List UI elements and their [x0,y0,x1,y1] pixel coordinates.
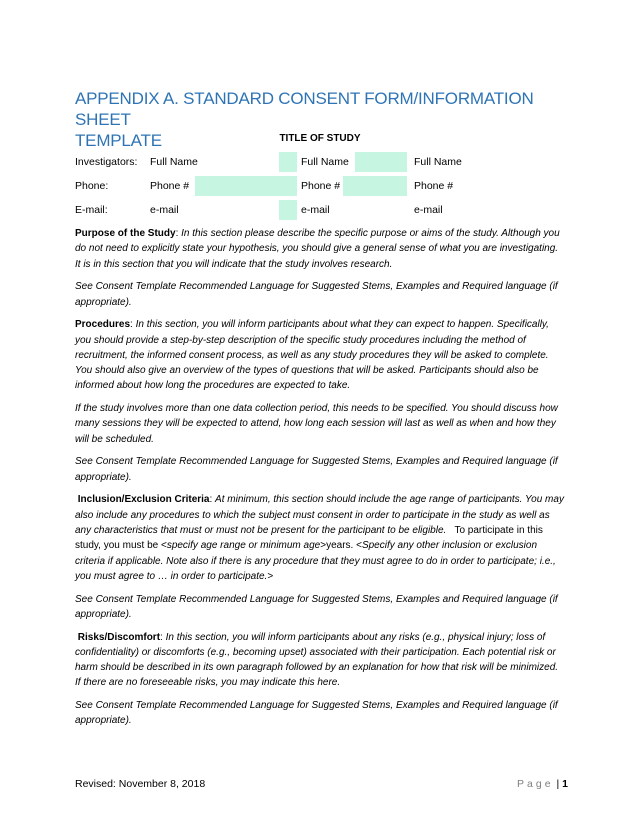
phone-row [75,176,575,196]
see-template-text: See Consent Template Recommended Language for Suggested Stems, Examples and Required language (if appropriate). [75,700,558,727]
procedures-text: In this section, you will inform participants about what they can expect to happen. Specifically, you should provide a step-by-step description of the specific study procedures including the method of recruitment, the informed consent process, as well as any study procedures they will be asked to complete. You should also give an overview of the types of questions that will be asked. Participants should also be informed about how long the procedures are expected to take. [75,319,549,392]
risks-paragraph: Risks/Discomfort: In this section, you will inform participants about any risks (e.g., physical injury; loss of confidentiality) or discomforts (e.g., becoming upset) associated with their participation. Each potential risk or harm should be described in its own paragraph followed by an explanation for how that risk will be minimized. If there are no foreseeable risks, you may indicate this here. [75,631,559,689]
inclusion-plain-3: > [267,570,274,582]
purpose-text: In this section please describe the specific purpose or aims of the study. Although you do not need to explicitly state your hypothesis, you should give a general sense of what you are investigating. It is in this section that you will indicate that the study involves research. [75,228,560,270]
phone-1: Phone # [150,180,190,192]
email-label: E-mail: [75,204,108,216]
phone-2: Phone # [301,180,341,192]
investigators-label: Investigators: [75,156,138,168]
see-template-note [75,698,565,729]
procedures-label: Procedures [75,319,131,331]
phone-label: Phone: [75,180,109,192]
title-line-1: APPENDIX A. STANDARD CONSENT FORM/INFORMATION SHEET [75,89,534,129]
page-number: 1 [562,778,568,790]
title-line-2: TEMPLATE [75,131,162,150]
inclusion-italic-2: Specify any other inclusion or exclusion criteria if applicable. Note also if there is any procedure that they must agree to do in order to participate; i.e., you must agree to … in order to participate. [75,540,556,582]
document-body [75,226,565,736]
see-template-note [75,279,565,310]
email-row [75,200,575,220]
see-template-text: See Consent Template Recommended Language for Suggested Stems, Examples and Required language (if appropriate). [75,281,558,308]
see-template-text: See Consent Template Recommended Language for Suggested Stems, Examples and Required language (if appropriate). [75,593,558,620]
purpose-paragraph: Purpose of the Study: In this section please describe the specific purpose or aims of the study. Although you do not need to explicitly state your hypothesis, you should give a general sense of what you are investigating. It is in this section that you will indicate that the study involves research. [75,228,560,270]
investigator-3-field-shade [355,152,407,172]
investigator-2-name: Full Name [301,156,349,168]
see-template-text: See Consent Template Recommended Language for Suggested Stems, Examples and Required language (if appropriate). [75,456,558,483]
see-template-note [75,454,565,485]
inclusion-paragraph: Inclusion/Exclusion Criteria: At minimum, this section should include the age range of participants. You may also include any procedures to which the subject must consent in order to participate in the study as well as any characteristics that must or must not be present for the participant to be eligible. To participate in this study, you must be <specify age range or minimum age>years. <Specify any other inclusion or exclusion criteria if applicable. Note also if there is any procedure that they must agree to do in order to participate; i.e., you must agree to … in order to participate.> [75,494,564,582]
see-template-note [75,592,565,623]
inclusion-italic-1: specify age range or minimum age [166,540,321,552]
phone-3: Phone # [414,180,454,192]
risks-text: In this section, you will inform participants about any risks (e.g., physical injury; loss of confidentiality) or discomforts (e.g., becoming upset) associated with their participation. Each potential risk or harm should be described in its own paragraph followed by an explanation for how that risk will be minimized. If there are no foreseeable risks, you may indicate this here. [75,631,559,689]
procedures-extra-paragraph [75,401,565,447]
page-separator: | [556,778,560,790]
footer-revised: Revised: November 8, 2018 [75,778,206,790]
investigators-row [75,152,575,172]
inclusion-plain-2: >years. < [320,540,362,552]
investigator-2-field-shade [279,152,297,172]
inclusion-plain-1: To participate in this study, you must be < [75,525,543,552]
investigator-3-name: Full Name [414,156,462,168]
email-2-field-shade [279,200,297,220]
study-title: TITLE OF STUDY [279,133,361,144]
page-word: Page [517,778,554,790]
procedures-extra-text: If the study involves more than one data collection period, this needs to be specified. You should discuss how many sessions they will be expected to attend, how long each session will last as well as when and how they will be scheduled. [75,403,558,445]
risks-label: Risks/Discomfort [77,631,161,643]
footer-page-number [492,778,568,790]
investigator-1-name: Full Name [150,156,198,168]
procedures-paragraph: Procedures: In this section, you will inform participants about what they can expect to happen. Specifically, you should provide a step-by-step description of the specific study procedures including the method of recruitment, the informed consent process, as well as any study procedures they will be asked to complete. You should also give an overview of the types of questions that will be asked. Participants should also be informed about how long the procedures are expected to take. [75,319,549,392]
phone-2-field-shade [343,176,407,196]
inclusion-text: At minimum, this section should include the age range of participants. You may also include any procedures to which the subject must consent in order to participate in the study as well as any characteristics that must or must not be present for the participant to be eligible. [75,494,564,536]
email-2: e-mail [301,204,330,216]
email-3: e-mail [414,204,443,216]
purpose-label: Purpose of the Study [75,228,176,239]
phone-1-field-shade [195,176,297,196]
inclusion-label: Inclusion/Exclusion Criteria [77,494,210,506]
email-1: e-mail [150,204,179,216]
